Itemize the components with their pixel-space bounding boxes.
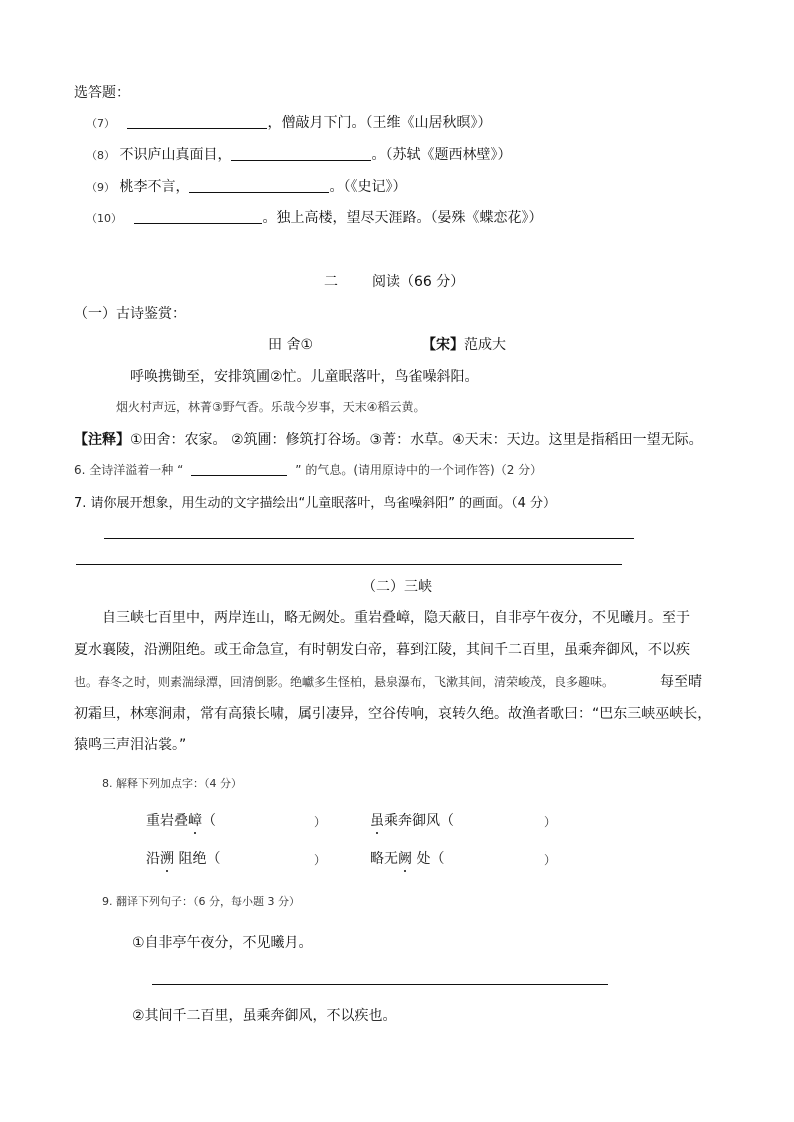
section-number: 二	[324, 274, 338, 290]
q8-paren: （	[440, 813, 454, 829]
dotted-char: 虽	[370, 813, 384, 829]
part2-label: （二）	[362, 579, 404, 595]
q8-text: 沿	[146, 851, 160, 867]
item-text: 。独上高楼，望尽天涯路。（晏殊《蝶恋花》）	[262, 210, 543, 226]
q8-text: 重岩叠	[146, 813, 188, 829]
question-9: 9. 翻译下列句子：（6 分，每小题 3 分）	[102, 895, 300, 908]
answer-blank[interactable]	[189, 178, 329, 193]
q8-paren: （	[202, 813, 216, 829]
poem-notes	[74, 429, 703, 449]
fill-item-9	[86, 176, 406, 196]
q8-text: 乘奔御风	[384, 813, 440, 829]
item-text: ，僧敲月下门。（王维《山居秋暝》）	[267, 115, 492, 131]
q8-paren: （	[430, 851, 445, 867]
item-text: 桃李不言，	[119, 179, 190, 195]
dotted-char: 溯	[160, 851, 174, 867]
poem-author	[422, 334, 506, 354]
item-text: 。（苏轼《题西林壁》）	[371, 147, 512, 163]
note-label: 【注释】	[74, 432, 130, 448]
passage-line: 猿鸣三声泪沾裳。”	[74, 737, 187, 753]
poem-line-1: 呼唤携锄至，安排筑圃②忙。儿童眠落叶，鸟雀噪斜阳。	[130, 369, 479, 385]
q8-paren-close: ）	[544, 815, 557, 829]
answer-blank[interactable]	[191, 461, 287, 476]
q8-text: 阻绝	[174, 851, 207, 867]
item-number: （9）	[86, 181, 115, 194]
passage-line: 也。春冬之时，则素湍绿潭，回清倒影。绝巘多生怪柏，悬泉瀑布，飞漱其间，清荣峻茂，良多趣味。	[74, 675, 615, 689]
answer-blank[interactable]	[134, 209, 262, 224]
q8-item	[146, 810, 216, 830]
fill-heading: 选答题：	[74, 85, 130, 101]
q8-text: 处	[412, 851, 431, 867]
fill-item-7	[86, 112, 491, 132]
passage-line: 初霜旦，林寒涧肃，常有高猿长啸，属引凄异，空谷传响，哀转久绝。故渔者歌曰：“巴东三峡巫峡长，	[74, 706, 712, 722]
item-number: （7）	[86, 117, 115, 130]
answer-line[interactable]	[152, 984, 608, 985]
section-title: 阅读（66 分）	[372, 274, 465, 290]
answer-line[interactable]	[76, 564, 622, 565]
answer-blank[interactable]	[231, 146, 371, 161]
q8-paren-close: ）	[314, 815, 327, 829]
q8-paren-close: ）	[314, 853, 327, 867]
answer-line[interactable]	[104, 538, 634, 539]
item-text: 。（《史记》）	[329, 179, 407, 195]
dynasty-tag: 【宋】	[422, 337, 464, 353]
q8-text: 略无	[370, 851, 398, 867]
question-6	[74, 461, 542, 478]
dotted-char: 嶂	[188, 813, 202, 829]
answer-blank[interactable]	[127, 114, 267, 129]
item-number: （10）	[86, 212, 122, 225]
q6-suffix: ” 的气息。(请用原诗中的一个词作答)（2 分）	[295, 463, 543, 477]
q9-sentence-1: ①自非亭午夜分，不见曦月。	[132, 935, 313, 951]
q8-paren-close: ）	[544, 853, 557, 867]
passage-line: 每至晴	[660, 674, 702, 690]
q6-prefix: 6. 全诗洋溢着一种 “	[74, 463, 184, 477]
note-text: ①田舍：农家。 ②筑圃：修筑打谷场。③菁：水草。④天末：天边。这里是指稻田一望无际。	[130, 432, 703, 448]
dotted-char: 阙	[398, 851, 412, 867]
passage-line: 夏水襄陵，沿溯阻绝。或王命急宣，有时朝发白帝，暮到江陵，其间千二百里，虽乘奔御风，不以疾	[74, 642, 690, 658]
fill-item-10	[86, 207, 542, 227]
item-text: 不识庐山真面目，	[119, 147, 232, 163]
passage-line: 自三峡七百里中，两岸连山，略无阙处。重岩叠嶂，隐天蔽日，自非亭午夜分，不见曦月。至于	[102, 610, 690, 626]
q9-sentence-2: ②其间千二百里，虽乘奔御风，不以疾也。	[132, 1008, 397, 1024]
q8-item	[146, 848, 220, 868]
question-8: 8. 解释下列加点字：（4 分）	[102, 777, 242, 790]
poem-title: 田 舍①	[268, 337, 314, 353]
q8-item	[370, 848, 444, 868]
fill-item-8	[86, 144, 511, 164]
part1-label: （一）古诗鉴赏：	[74, 306, 186, 322]
item-number: （8）	[86, 149, 115, 162]
passage-title: 三峡	[404, 579, 432, 595]
poem-line-2: 烟火村声远，林菁③野气香。乐哉今岁事，天末④稻云黄。	[116, 400, 426, 414]
q8-paren: （	[206, 851, 221, 867]
author-name: 范成大	[464, 337, 506, 353]
q8-item	[370, 810, 454, 830]
question-7: 7. 请你展开想象，用生动的文字描绘出“儿童眠落叶，鸟雀噪斜阳” 的画面。（4 分）	[74, 496, 557, 511]
